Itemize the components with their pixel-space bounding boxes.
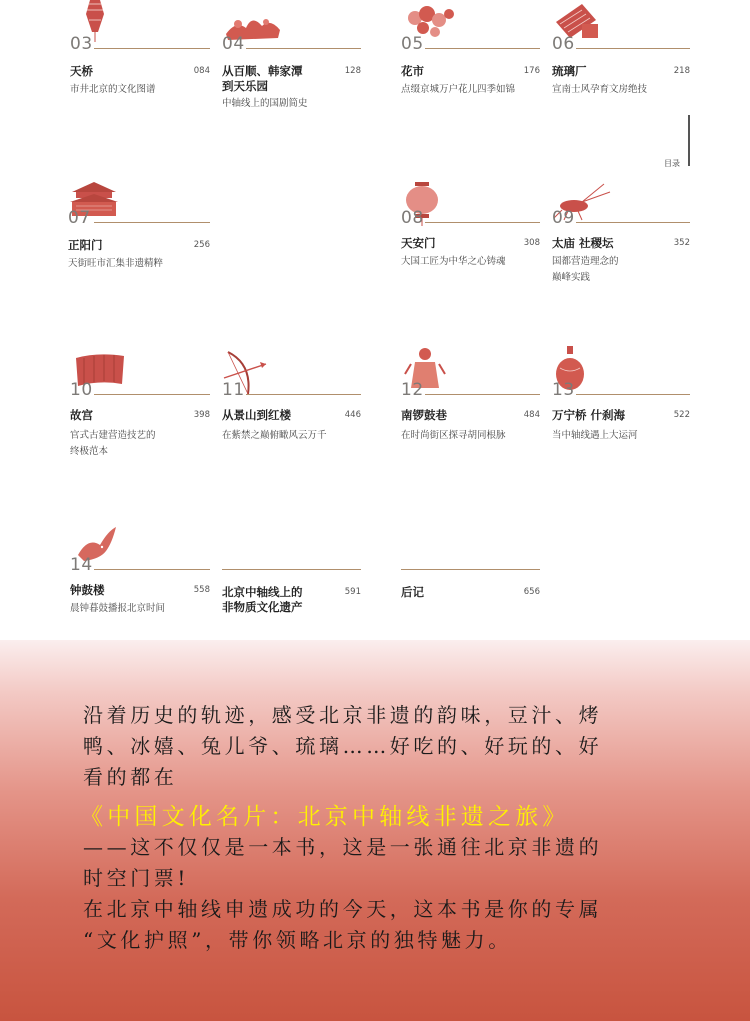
- toc-title: 太庙 社稷坛: [552, 236, 614, 250]
- toc-rule: [94, 48, 210, 49]
- toc-number: 11: [222, 380, 245, 400]
- promo-line: 鸭、冰嬉、兔儿爷、琉璃……好吃的、好玩的、好: [83, 734, 603, 758]
- toc-rule: [222, 569, 361, 570]
- toc-number: 03: [70, 34, 93, 54]
- toc-number: 08: [401, 208, 424, 228]
- toc-title: 天桥: [70, 64, 93, 78]
- toc-entry-07[interactable]: [68, 180, 210, 280]
- toc-page-number: 558: [193, 585, 210, 595]
- toc-number: 13: [552, 380, 575, 400]
- toc-rule: [246, 48, 361, 49]
- toc-title: 北京中轴线上的: [222, 585, 303, 599]
- toc-rule: [401, 569, 540, 570]
- toc-number: 07: [68, 208, 91, 228]
- toc-page-number: 256: [193, 240, 210, 250]
- toc-page-number: 352: [673, 238, 690, 248]
- toc-page-number: 176: [523, 66, 540, 76]
- toc-label: 目录: [664, 159, 680, 168]
- toc-number: 06: [552, 34, 575, 54]
- toc-subtitle-line2: 巅峰实践: [552, 272, 591, 283]
- toc-page-number: 398: [193, 410, 210, 420]
- toc-page-number: 522: [673, 410, 690, 420]
- toc-title-line2: 非物质文化遗产: [222, 600, 303, 614]
- toc-number: 10: [70, 380, 93, 400]
- toc-number: 05: [401, 34, 424, 54]
- promo-line: “文化护照”，带你领略北京的独特魅力。: [83, 928, 512, 952]
- toc-entry-09[interactable]: [552, 180, 690, 290]
- toc-page-number: 591: [344, 587, 361, 597]
- toc-rule: [576, 48, 690, 49]
- promo-line: 在北京中轴线申遗成功的今天，这本书是你的专属: [83, 897, 603, 921]
- toc-title: 钟鼓楼: [70, 583, 105, 597]
- toc-entry-05[interactable]: [401, 0, 540, 110]
- toc-page-number: 218: [673, 66, 690, 76]
- toc-entry-heritage-list[interactable]: [222, 525, 361, 625]
- toc-subtitle: 在紫禁之巅俯瞰风云万千: [222, 430, 327, 441]
- toc-subtitle-line2: 终极范本: [70, 446, 109, 457]
- toc-subtitle: 官式古建营造技艺的: [70, 430, 156, 441]
- toc-page-number: 308: [523, 238, 540, 248]
- toc-title: 故宫: [70, 408, 93, 422]
- toc-rule: [425, 394, 540, 395]
- toc-subtitle: 天街旺市汇集非遗精粹: [68, 258, 164, 269]
- toc-title: 后记: [401, 585, 424, 599]
- toc-subtitle: 大国工匠为中华之心铸魂: [401, 256, 506, 267]
- toc-number: 09: [552, 208, 575, 228]
- toc-entry-afterword[interactable]: [401, 525, 540, 615]
- toc-entry-06[interactable]: [552, 0, 690, 110]
- promo-banner: [0, 640, 750, 1021]
- toc-rule: [576, 222, 690, 223]
- toc-subtitle: 中轴线上的国剧简史: [222, 98, 308, 109]
- toc-page-number: 128: [344, 66, 361, 76]
- toc-subtitle: 市井北京的文化图谱: [70, 84, 156, 95]
- toc-subtitle: 国都营造理念的: [552, 256, 619, 267]
- toc-subtitle: 当中轴线遇上大运河: [552, 430, 638, 441]
- promo-line: 沿着历史的轨迹，感受北京非遗的韵味，豆汁、烤: [83, 703, 603, 727]
- toc-title: 南锣鼓巷: [401, 408, 447, 422]
- toc-rule: [425, 222, 540, 223]
- toc-subtitle: 宣南士风孕育文房绝技: [552, 84, 648, 95]
- toc-title-line2: 到天乐园: [222, 79, 268, 93]
- toc-page-number: 656: [523, 587, 540, 597]
- toc-title: 从景山到红楼: [222, 408, 291, 422]
- promo-line: 看的都在: [83, 765, 178, 789]
- toc-rule: [94, 222, 210, 223]
- toc-number: 04: [222, 34, 245, 54]
- toc-number: 14: [70, 555, 93, 575]
- book-title: 《中国文化名片：北京中轴线非遗之旅》: [80, 804, 570, 830]
- toc-entry-03[interactable]: [70, 0, 210, 110]
- toc-page-number: 484: [523, 410, 540, 420]
- toc-subtitle: 晨钟暮鼓播报北京时间: [70, 603, 166, 614]
- toc-page-number: 446: [344, 410, 361, 420]
- promo-line: 时空门票!: [83, 866, 190, 890]
- toc-rule: [425, 48, 540, 49]
- promo-line: ——这不仅仅是一本书，这是一张通往北京非遗的: [83, 835, 603, 859]
- toc-title: 从百顺、韩家潭: [222, 64, 303, 78]
- toc-entry-14[interactable]: [70, 525, 210, 625]
- toc-title: 正阳门: [68, 238, 103, 252]
- toc-entry-10[interactable]: [70, 350, 210, 465]
- toc-entry-11[interactable]: [222, 350, 361, 450]
- toc-title: 琉璃厂: [552, 64, 587, 78]
- toc-page-number: 084: [193, 66, 210, 76]
- toc-rule: [94, 569, 210, 570]
- toc-subtitle: 在时尚街区探寻胡同根脉: [401, 430, 506, 441]
- toc-entry-04[interactable]: [222, 0, 361, 115]
- toc-entry-13[interactable]: [552, 344, 690, 450]
- toc-number: 12: [401, 380, 424, 400]
- toc-title: 万宁桥 什刹海: [552, 408, 626, 422]
- toc-rule: [576, 394, 690, 395]
- toc-entry-08[interactable]: [401, 180, 540, 280]
- toc-side-bar: [688, 115, 690, 166]
- toc-subtitle: 点缀京城万户花儿四季如锦: [401, 84, 516, 95]
- toc-rule: [94, 394, 210, 395]
- toc-title: 天安门: [401, 236, 436, 250]
- toc-title: 花市: [401, 64, 424, 78]
- toc-rule: [246, 394, 361, 395]
- toc-entry-12[interactable]: [401, 344, 540, 450]
